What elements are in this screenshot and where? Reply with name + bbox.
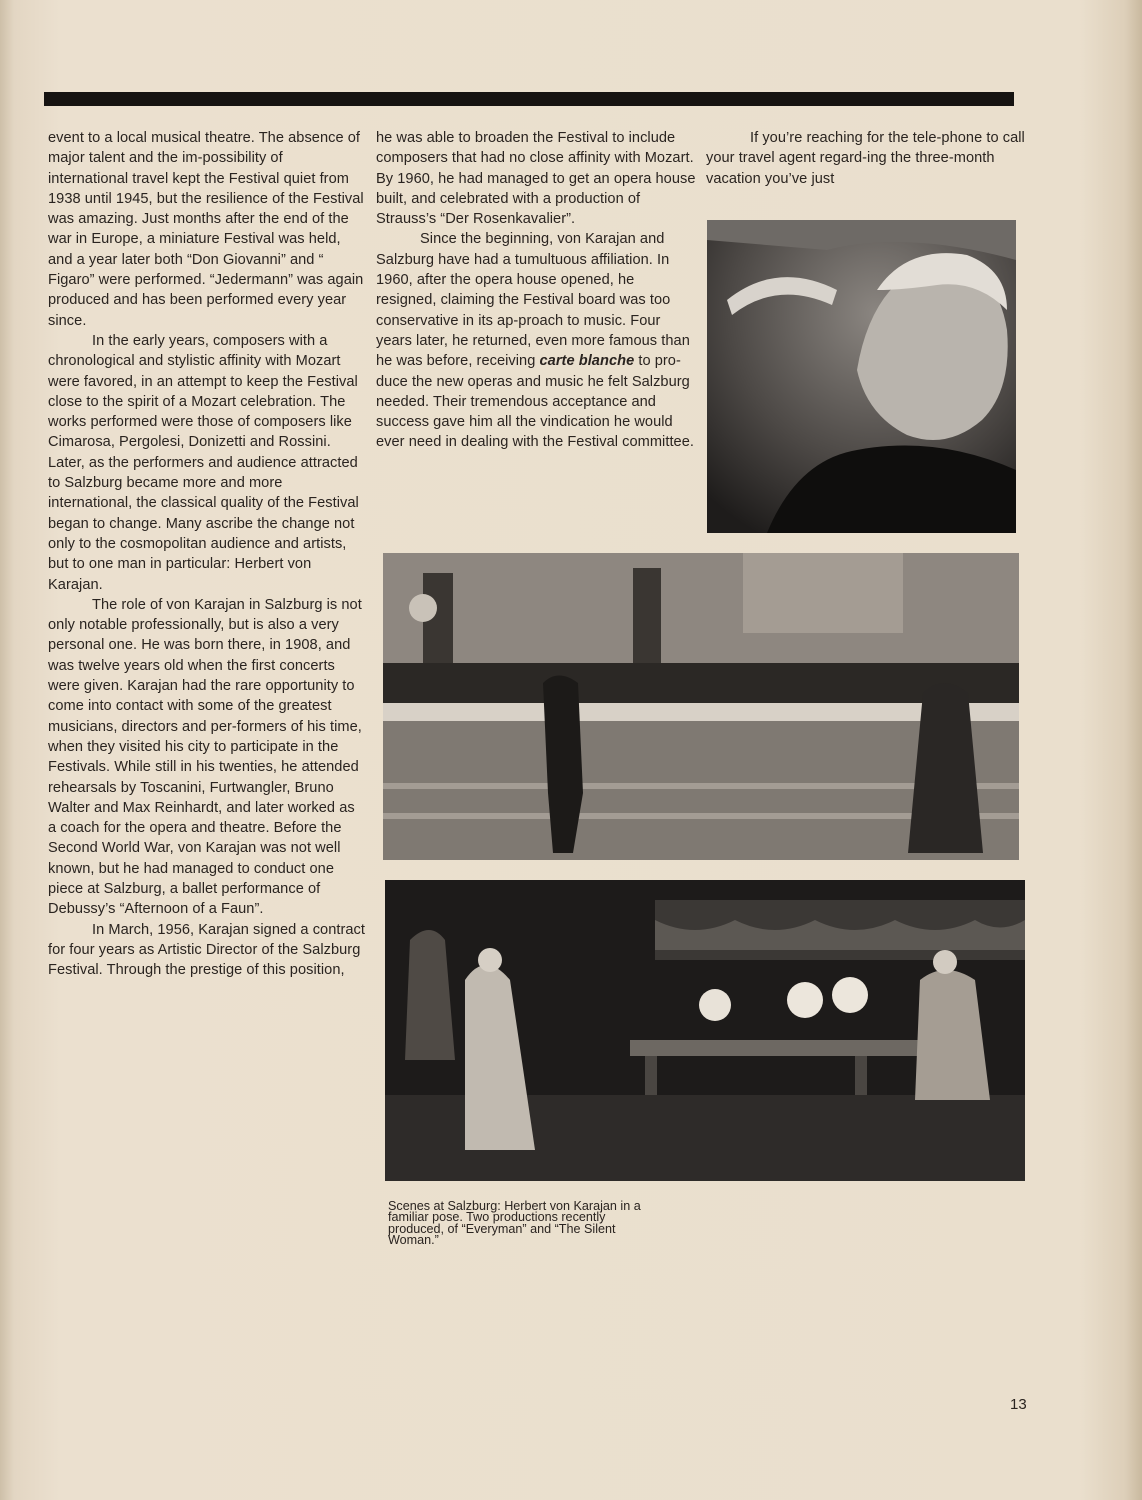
paragraph: The role of von Karajan in Salzburg is not only notable professionally, but is also a very personal one. He was born there, in 1908, and was twelve years old when the first concerts were given. Karajan had the rare opportunity to come into contact with some of the greatest musicians, directors and per-formers of his time, when they visited his city to participate in the Festivals. While still in his twenties, he attended rehearsals by Toscanini, Furtwangler, Bruno Walter and Max Reinhardt, and later worked as a coach for the opera and theatre. Before the Second World War, von Karajan was not well known, but he had managed to conduct one piece at Salzburg, a ballet performance of Debussy’s “Afternoon of a Faun”. bbox=[48, 596, 362, 918]
paragraph: event to a local musical theatre. The absence of major talent and the im-possibility of international travel kept the Festival quiet from 1938 until 1945, but the resilience of the Festival was amazing. Just months after the end of the war in Europe, a miniature Festival was held, and a year later both “Don Giovanni” and “ Figaro” were performed. “Jedermann” was again produced and has been performed every year since. bbox=[48, 130, 364, 329]
paragraph: In March, 1956, Karajan signed a contract for four years as Artistic Director of the Salzburg Festival. Through the prestige of this position, bbox=[48, 921, 366, 979]
photo-everyman-production bbox=[383, 553, 1019, 860]
emphasis-text: carte blanche bbox=[539, 353, 635, 370]
paragraph: he was able to broaden the Festival to include composers that had no close affinity with Mozart. By 1960, he had managed to get an opera house built, and celebrated with a production of Strauss’s “Der Rosenkavalier”. bbox=[376, 130, 696, 228]
photo-karajan-conducting bbox=[707, 220, 1016, 533]
header-rule bbox=[44, 92, 1014, 106]
article-column-3 bbox=[706, 128, 1028, 189]
photo-caption: Scenes at Salzburg: Herbert von Karajan in a familiar pose. Two productions recently produced, of “Everyman” and “The Silent Woman.” bbox=[388, 1199, 641, 1248]
article-column-2 bbox=[376, 128, 696, 453]
paragraph bbox=[376, 229, 696, 452]
page-number: 13 bbox=[1010, 1396, 1027, 1413]
photo-silent-woman-production bbox=[385, 880, 1025, 1181]
paragraph: If you’re reaching for the tele-phone to call your travel agent regard-ing the three-month vacation you’ve just bbox=[706, 130, 1025, 187]
article-column-1 bbox=[48, 128, 366, 980]
paragraph-text: Since the beginning, von Karajan and Salzburg have had a tumultuous affiliation. In 1960, after the opera house opened, he resigned, claiming the Festival board was too conservative in its ap-proach to music. Four years later, he returned, even more famous than he was before, receiving bbox=[376, 231, 690, 370]
paragraph: In the early years, composers with a chronological and stylistic affinity with Mozart were favored, in an attempt to keep the Festival close to the spirit of a Mozart celebration. The works performed were those of composers like Cimarosa, Pergolesi, Donizetti and Rossini. Later, as the performers and audience attracted to Salzburg became more and more international, the classical quality of the Festival began to change. Many ascribe the change not only to the cosmopolitan audience and artists, but to one man in particular: Herbert von Karajan. bbox=[48, 332, 359, 593]
paragraph-text: to pro-duce the new operas and music he felt Salzburg needed. Their tremendous acceptance and success gave him all the vindication he would ever need in dealing with the Festival committee. bbox=[376, 353, 694, 451]
